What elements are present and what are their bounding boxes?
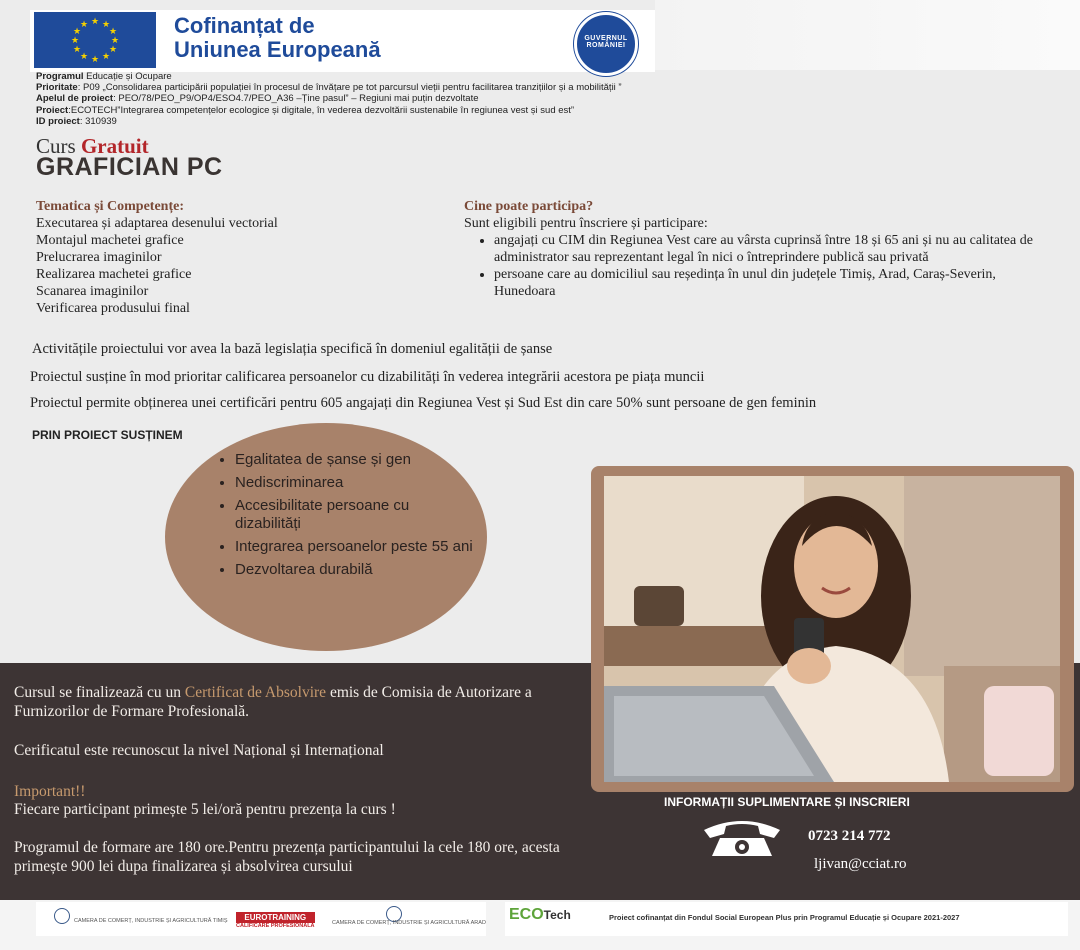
list-item: Prelucrarea imaginilor bbox=[36, 250, 162, 265]
support-circle bbox=[165, 423, 487, 651]
eu-title-line1: Cofinanțat de bbox=[174, 13, 315, 38]
list-item: Verificarea produsului final bbox=[36, 301, 190, 316]
logo-cciat-arad: CAMERA DE COMERȚ, INDUSTRIE ȘI AGRICULTURĂ ARAD bbox=[332, 920, 486, 926]
eu-cofinance-title bbox=[174, 14, 381, 62]
svg-text:★: ★ bbox=[101, 52, 111, 62]
header-background bbox=[655, 0, 1080, 70]
list-item: Montajul machetei grafice bbox=[36, 233, 184, 248]
certificate-highlight: Certificat de Absolvire bbox=[184, 684, 327, 701]
program-info bbox=[36, 71, 622, 127]
gov-seal-text: GUVERNUL ROMÂNIEI bbox=[584, 35, 628, 49]
list-item: Realizarea machetei grafice bbox=[36, 267, 192, 282]
list-item: Scanarea imaginilor bbox=[36, 284, 149, 299]
list-item: • Integrarea persoanelor peste 55 ani bbox=[235, 538, 475, 556]
course-title: GRAFICIAN PC bbox=[36, 153, 223, 181]
program-hours-text: Programul de formare are 180 ore.Pentru prezența participantului la cele 180 ore, acesta primește 900 lei dupa finalizarea și absolvirea cursului bbox=[14, 839, 560, 875]
eu-flag-icon bbox=[34, 12, 156, 68]
course-subtitle: Curs Gratuit bbox=[36, 134, 149, 158]
ecotech-logo: ECOTech bbox=[509, 906, 571, 923]
list-item: • Accesibilitate persoane cu dizabilități bbox=[235, 497, 475, 533]
eligibility-section bbox=[464, 199, 1044, 300]
telephone-icon bbox=[700, 816, 784, 860]
svg-text:★: ★ bbox=[79, 20, 89, 30]
priority-line: Prioritate: P09 „Consolidarea participării populației în procesul de învățare pe tot parcursul vieții pentru facilitarea tranzițiilor și a mobilității ” bbox=[36, 82, 622, 94]
list-item: • Nediscriminarea bbox=[235, 474, 475, 492]
project-line: Proiect:ECOTECH”Integrarea competențelor ecologice și digitale, în vederea dezvoltării sustenabile în regiunea vest și sud est” bbox=[36, 104, 575, 116]
email-address[interactable]: ljivan@cciat.ro bbox=[814, 856, 907, 872]
romanian-government-seal-icon bbox=[574, 12, 638, 76]
logo-eurotraining bbox=[236, 912, 315, 929]
svg-text:★: ★ bbox=[70, 36, 80, 46]
cofinance-text: Proiect cofinanțat din Fondul Social European Plus prin Programul Educație și Ocupare 2021-2027 bbox=[609, 913, 960, 922]
recognition-text: Cerificatul este recunoscut la nivel Național și Internațional bbox=[14, 742, 384, 759]
svg-text:★: ★ bbox=[108, 45, 118, 55]
eurotraining-sub: CALIFICARE PROFESIONALĂ bbox=[236, 923, 315, 929]
svg-text:★: ★ bbox=[72, 27, 82, 37]
svg-text:★: ★ bbox=[101, 20, 111, 30]
eurotraining-label: EUROTRAINING bbox=[236, 912, 315, 923]
list-item: Executarea și adaptarea desenului vectorial bbox=[36, 216, 278, 231]
woman-with-phone-photo bbox=[604, 476, 1060, 782]
svg-text:★: ★ bbox=[79, 52, 89, 62]
svg-text:★: ★ bbox=[72, 45, 82, 55]
topics-heading: Tematica și Competențe: bbox=[36, 199, 185, 214]
support-list bbox=[213, 451, 475, 584]
project-id-line: ID proiect: 310939 bbox=[36, 115, 117, 127]
topics-list bbox=[36, 215, 436, 317]
paragraph-equality: Activitățile proiectului vor avea la bază legislația specifică în domeniul egalității de șanse bbox=[32, 341, 553, 357]
cciat-timis-logo-icon bbox=[54, 908, 70, 924]
topics-section bbox=[36, 199, 436, 317]
ecotech-banner bbox=[505, 902, 1068, 936]
list-item: • angajați cu CIM din Regiunea Vest care au vârsta cuprinsă între 18 și 65 ani și nu au calitatea de administrator sau reprezentant legal în nici o întreprindere publică sau privată bbox=[494, 232, 1044, 266]
paragraph-disabilities: Proiectul susține în mod prioritar calificarea persoanelor cu dizabilități în vederea integrării acestora pe piața muncii bbox=[30, 369, 705, 385]
paragraph-certification: Proiectul permite obținerea unei certificări pentru 605 angajați din Regiunea Vest și Sud Est din care 50% sunt persoane de gen feminin bbox=[30, 395, 817, 411]
phone-number[interactable]: 0723 214 772 bbox=[808, 828, 891, 844]
contact-heading: INFORMAȚII SUPLIMENTARE ȘI INSCRIERI bbox=[664, 795, 910, 809]
list-item: • Egalitatea de șanse și gen bbox=[235, 451, 435, 469]
certificate-text: Cursul se finalizează cu un Certificat de Absolvire emis de Comisia de Autorizare a Furnizorilor de Formare Profesională. bbox=[14, 684, 532, 720]
eligibility-list bbox=[464, 232, 1044, 300]
program-line: Programul Educație și Ocupare bbox=[36, 71, 172, 82]
call-line: Apelul de proiect: PEO/78/PEO_P9/OP4/ESO4.7/PEO_A36 –Ține pasul” – Regiuni mai puțin dezvoltate bbox=[36, 93, 479, 105]
svg-text:★: ★ bbox=[110, 36, 120, 46]
partner-logos bbox=[36, 902, 486, 936]
svg-text:★: ★ bbox=[90, 55, 100, 65]
important-text: Fiecare participant primește 5 lei/oră pentru prezența la curs ! bbox=[14, 801, 396, 818]
svg-text:★: ★ bbox=[108, 27, 118, 37]
eu-title-line2: Uniunea Europeană bbox=[174, 37, 381, 62]
logo-cciat-timis: CAMERA DE COMERȚ, INDUSTRIE ȘI AGRICULTURĂ TIMIȘ bbox=[74, 918, 228, 924]
important-label: Important!! bbox=[14, 783, 86, 800]
svg-text:★: ★ bbox=[90, 17, 100, 27]
free-label: Gratuit bbox=[80, 134, 149, 158]
list-item: • Dezvoltarea durabilă bbox=[235, 561, 475, 579]
support-heading: PRIN PROIECT SUSȚINEM bbox=[32, 428, 183, 442]
eligibility-heading: Cine poate participa? bbox=[464, 199, 594, 214]
eligibility-intro: Sunt eligibili pentru înscriere și participare: bbox=[464, 216, 708, 231]
list-item: • persoane care au domiciliul sau reședința în unul din județele Timiș, Arad, Caraș-Severin, Hunedoara bbox=[494, 266, 1044, 300]
